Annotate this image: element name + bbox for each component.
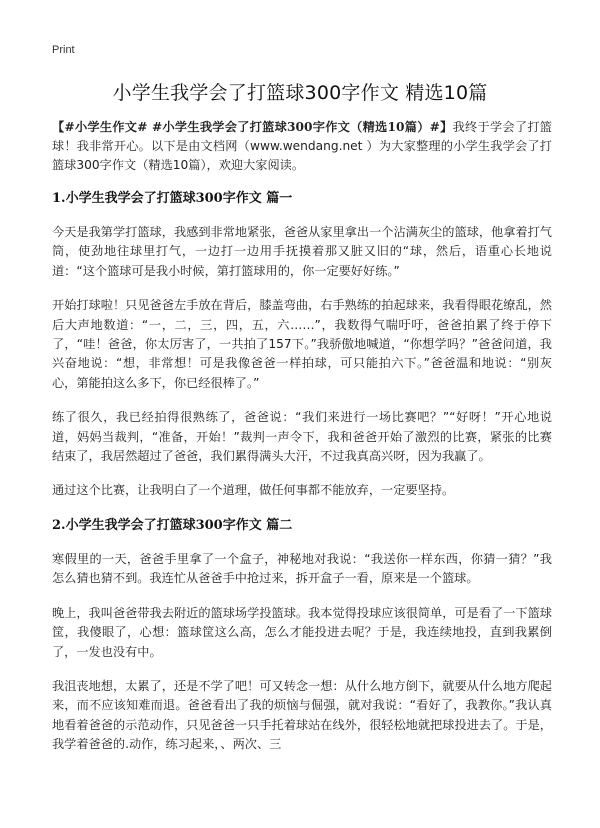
intro-tag: 【#小学生作文# #小学生我学会了打篮球300字作文（精选10篇）#】 xyxy=(52,120,453,134)
paragraph: 练了很久，我已经拍得很熟练了，爸爸说：“我们来进行一场比赛吧？”“好呀！”开心地说道，妈妈当裁判，“准备，开始！”裁判一声令下，我和爸爸开始了激烈的比赛，紧张的比赛结束了，我居然超过了爸爸，我们累得满头大汗，不过我真高兴呀，因为我赢了。 xyxy=(52,410,552,464)
page-title: 小学生我学会了打篮球300字作文 精选10篇 xyxy=(112,82,488,104)
paragraph: 寒假里的一天，爸爸手里拿了一个盒子，神秘地对我说：“我送你一样东西，你猜一猜？”我怎么猜也猜不到。我连忙从爸爸手中抢过来，拆开盒子一看，原来是一个篮球。 xyxy=(52,551,552,586)
paragraph: 开始打球啦！只见爸爸左手放在背后，膝盖弯曲，右手熟练的拍起球来，我看得眼花缭乱，然后大声地数道：“一，二，三，四，五，六……”，我数得气喘吁吁，爸爸拍累了终于停下了，“哇！爸爸，你太厉害了，一共拍了157下。”我骄傲地喊道，“你想学吗？”爸爸问道，我兴奋地说：“想，非常想！可是我像爸爸一样拍球，可只能拍六下。”爸爸温和地说：“别灰心，第能拍这么多下，你已经很棒了。” xyxy=(52,298,552,390)
paragraph: 通过这个比赛，让我明白了一个道理，做任何事都不能放弃，一定要坚持。 xyxy=(52,483,455,498)
paragraph: 晚上，我叫爸爸带我去附近的篮球场学投篮球。我本觉得投球应该很简单，可是看了一下篮球筐，我傻眼了，心想：篮球筐这么高，怎么才能投进去呢？于是，我连续地投，直到我累倒了，一发也没有中。 xyxy=(52,605,552,659)
paragraph: 我沮丧地想，太累了，还是不学了吧！可又转念一想：从什么地方倒下，就要从什么地方爬起来，而不应该知难而退。爸爸看出了我的烦恼与倔强，就对我说：“看好了，我教你。”我认真地看着爸爸的示范动作，只见爸爸一只手托着球站在线外，很轻松地就把球投进去了。于是，我学着爸爸的.动作，练习起来，、两次、三 xyxy=(52,678,552,752)
paragraph: 今天是我第学打篮球，我感到非常地紧张，爸爸从家里拿出一个沾满灰尘的篮球，他拿着打气筒，使劲地往球里打气，一边打一边用手抚摸着那又脏又旧的“球，然后，语重心长地说道：“这个篮球可是我小时候，第打篮球用的，你一定要好好练。” xyxy=(52,225,552,278)
intro-paragraph xyxy=(52,118,552,175)
print-label: Print xyxy=(52,44,75,56)
section-heading-2: 2.小学生我学会了打篮球300字作文 篇二 xyxy=(52,517,293,533)
section-heading-1: 1.小学生我学会了打篮球300字作文 篇一 xyxy=(52,191,293,206)
document-body xyxy=(52,118,552,770)
intro-text: 我终于学会了打篮球！我非常开心。以下是由文档网（www.wendang.net ）为大家整理的小学生我学会了打篮球300字作文（精选10篇），欢迎大家阅读。 xyxy=(52,120,552,172)
